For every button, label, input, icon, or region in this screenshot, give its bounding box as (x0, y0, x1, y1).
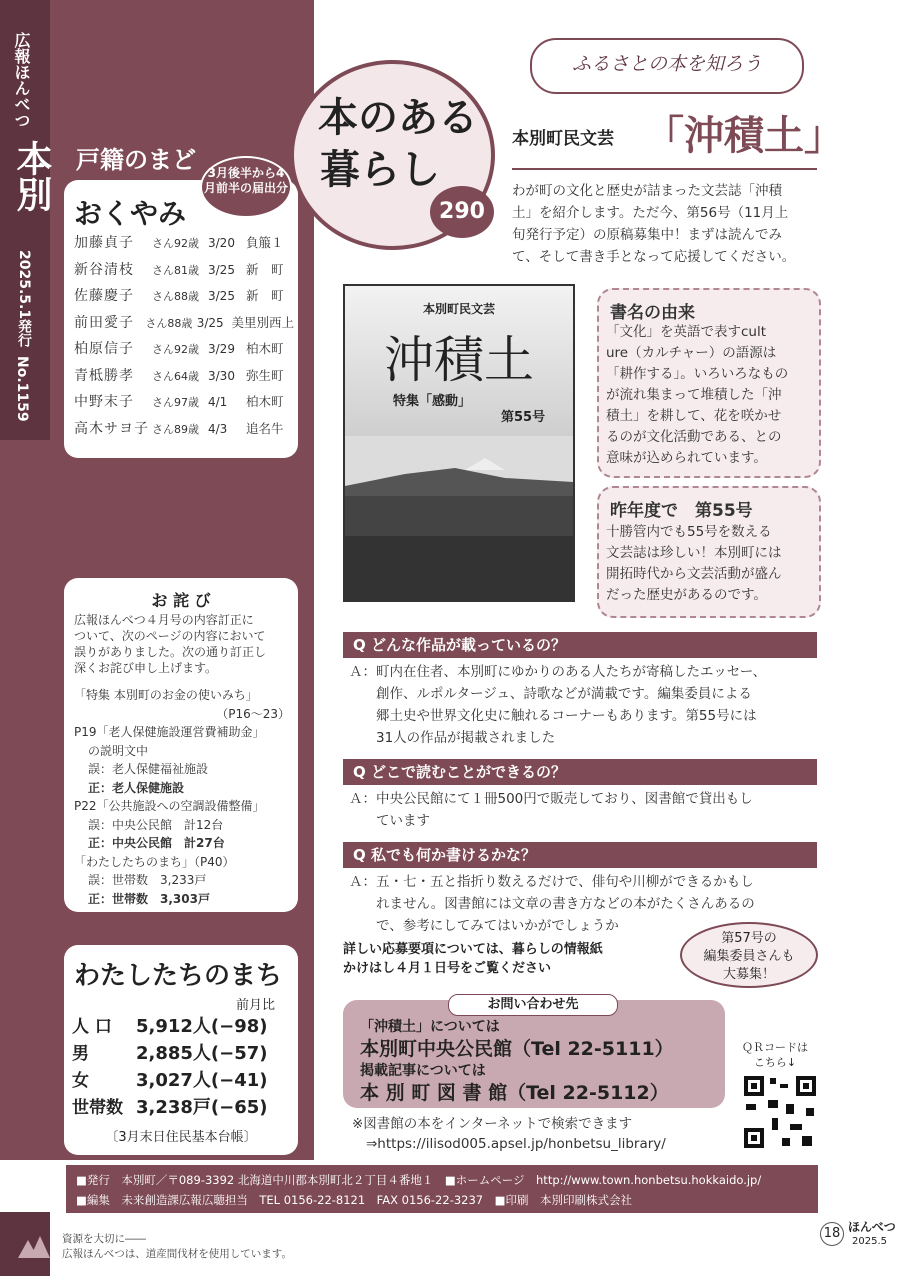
town-row (72, 1066, 292, 1093)
qa-answer-line: で、参考にしてみてはいかがでしょうか (349, 918, 619, 934)
town-row (72, 1093, 292, 1120)
bubble2-text (606, 522, 812, 606)
recycle-note (62, 1232, 292, 1262)
bottom-date: 2025.5 (852, 1236, 887, 1247)
recycle-logo-icon (14, 1228, 54, 1264)
heading-big: 「沖積土」 (644, 113, 844, 159)
town-row (72, 1039, 292, 1066)
qa-answer-line: Ａ：中央公民館にて１冊500円で販売しており、図書館で貸出もし (349, 791, 753, 807)
contact-title: お問い合わせ先 (448, 994, 618, 1016)
okuyami-row (74, 232, 294, 259)
okuyami-date: 4/3 (208, 421, 228, 436)
qa-answer-line: ています (349, 813, 430, 829)
koseki-title: 戸籍のまど (76, 146, 196, 174)
okuyami-row (74, 391, 294, 418)
okuyami-age: さん92歳 (152, 343, 199, 356)
logo-text: 本別 (11, 140, 52, 212)
town-note: 〔3月末日住民基本台帳〕 (105, 1130, 257, 1145)
town-row-label: 男 (72, 1044, 89, 1064)
okuyami-date: 4/1 (208, 395, 228, 409)
bubble1-title: 書名の由来 (610, 303, 695, 323)
okuyami-row (74, 259, 294, 286)
qa-section (343, 632, 817, 947)
okuyami-name: 佐藤慶子 (74, 288, 134, 304)
okuyami-age: さん92歳 (152, 237, 199, 250)
apology-line: 誤：老人保健福祉施設 (88, 762, 209, 776)
apology-title: お 詫 び (151, 591, 211, 610)
banner: ふるさとの本を知ろう (530, 38, 804, 94)
okuyami-area: 新 町 (246, 288, 284, 303)
okuyami-age: さん88歳 (152, 290, 199, 303)
apology-intro (74, 612, 294, 676)
okuyami-age: さん97歳 (152, 396, 199, 409)
okuyami-name: 柏原信子 (74, 341, 134, 357)
okuyami-date: 3/30 (208, 368, 235, 383)
heading-underline (512, 168, 817, 170)
qr-label-line2: こちら↓ (753, 1056, 797, 1069)
qr-label-line1: ＱＲコードは (742, 1041, 808, 1054)
town-row-value: 3,027人(−41) (136, 1070, 268, 1091)
town-row-value: 3,238戸(−65) (136, 1097, 268, 1118)
apology-intro-line: 広報ほんべつ４月号の内容訂正に (74, 613, 254, 627)
okuyami-name: 前田愛子 (74, 314, 134, 331)
heading-small: 本別町民文芸 (512, 129, 614, 149)
okuyami-name: 中野末子 (74, 394, 134, 410)
bubble2-line: 文芸誌は珍しい！本別町には (606, 545, 782, 561)
apology-line: P22「公共施設への空調設備整備」 (74, 799, 265, 813)
okuyami-row (74, 312, 294, 339)
footer (66, 1165, 818, 1213)
period-badge: 3月後半から4月前半の届出分 (200, 156, 292, 218)
qa-question: Q 私でも何か書けるかな？ (343, 842, 817, 868)
okuyami-area: 追名牛 (246, 420, 284, 436)
apology-line: 正：中央公民館 計27台 (88, 836, 225, 850)
qa-answer-line: Ａ：町内在住者、本別町にゆかりのある人たちが寄稿したエッセー、 (349, 664, 767, 680)
qa-answer (343, 658, 817, 749)
info-text (343, 940, 603, 978)
footer-line1: ■発行 本別町／〒089-3392 北海道中川郡本別町北２丁目４番地１ ■ホームページ http://www.town.honbetsu.hokkaido.jp/ (76, 1173, 762, 1187)
column-title-line2: 暮らし (320, 147, 440, 193)
apology-line: P19「老人保健施設運営費補助金」 (74, 725, 265, 739)
bubble2-line: 十勝管内でも55号を数える (606, 524, 772, 540)
recruit-line3: 大募集！ (722, 967, 775, 982)
apology-intro-line: ついて、次のページの内容において (74, 629, 266, 643)
qa-answer-line: 創作、ルポルタージュ、詩歌などが満載です。編集委員による (349, 686, 752, 702)
qa-answer-line: れません。図書館には文章の書き方などの本がたくさんあるの (349, 896, 755, 912)
okuyami-date: 3/25 (208, 262, 235, 277)
okuyami-title: おくやみ (74, 197, 187, 230)
town-row-value: 2,885人(−57) (136, 1043, 268, 1064)
town-row-label: 人 口 (72, 1017, 112, 1037)
okuyami-name: 青柢勝孝 (74, 367, 134, 384)
library-url-link[interactable]: ⇒https://ilisod005.apsel.jp/honbetsu_library/ (366, 1136, 666, 1152)
lead-line: 土」を紹介します。ただ今、第56号（11月上 (512, 205, 789, 221)
publication-name: 広報ほんべつ (12, 32, 31, 128)
apology-line: 「わたしたちのまち」（P40） (74, 854, 235, 869)
info-line2: かけはし４月１日号をご覧ください (343, 961, 552, 976)
apology-line: 「特集 本別町のお金の使いみち」 (74, 688, 258, 702)
okuyami-date: 3/20 (208, 236, 235, 250)
okuyami-age: さん88歳 (145, 316, 193, 330)
apology-intro-line: 誤りがありました。次の通り訂正し (74, 645, 267, 659)
apology-line: の説明文中 (88, 743, 149, 758)
bubble1-line: が流れ集まって堆積した「沖 (606, 387, 782, 403)
apology-line: 正：老人保健施設 (88, 780, 185, 795)
qa-item (343, 759, 817, 832)
town-row-value: 5,912人(−98) (136, 1016, 268, 1037)
qa-answer-line: 31人の作品が掲載されました (349, 730, 556, 746)
okuyami-area: 新 町 (246, 261, 284, 277)
bubble2-line: だった歴史があるのです。 (606, 587, 767, 603)
qa-question: Q どこで読むことができるの？ (343, 759, 817, 785)
contact-l3: 掲載記事については (360, 1063, 486, 1079)
apology-line: 誤：中央公民館 計12台 (88, 817, 224, 832)
recruit-bubble (680, 922, 818, 988)
okuyami-area: 柏木町 (246, 394, 284, 409)
qa-question: Q どんな作品が載っているの？ (343, 632, 817, 658)
okuyami-name: 新谷清枝 (74, 261, 134, 278)
okuyami-row (74, 418, 294, 445)
okuyami-area: 美里別西上 (231, 314, 295, 330)
page-number: 18 (820, 1222, 844, 1246)
lead-line: 旬発行予定）の原稿募集中！まずは読んでみ (512, 227, 782, 243)
town-row-label: 世帯数 (72, 1098, 123, 1118)
bubble1-line: 意味が込められています。 (606, 450, 767, 466)
recruit-line2: 編集委員さんも (703, 949, 795, 964)
apology-line: （P16～23） (216, 706, 290, 721)
town-title: わたしたちのまち (74, 961, 283, 991)
search-note (352, 1114, 666, 1154)
qr-code[interactable] (742, 1074, 818, 1150)
okuyami-age: さん64歳 (152, 369, 199, 383)
bubble1-line: 「耕作する」。いろいろなもの (606, 366, 789, 382)
cover-title: 沖積土 (384, 331, 534, 389)
cover-issue: 第55号 (501, 410, 546, 425)
okuyami-date: 3/25 (208, 289, 235, 303)
qa-answer-line: 郷土史や世界文化史に触れるコーナーもあります。第55号には (349, 708, 757, 724)
okuyami-area: 弥生町 (246, 367, 284, 383)
prev-month-label: 前月比 (236, 998, 276, 1013)
town-rows (72, 1012, 292, 1120)
apology-intro-line: 深くお詫び申し上げます。 (74, 661, 218, 675)
okuyami-age: さん81歳 (152, 263, 199, 277)
okuyami-row (74, 365, 294, 392)
okuyami-area: 負箙１ (246, 235, 284, 250)
okuyami-list (74, 232, 294, 444)
okuyami-row (74, 338, 294, 365)
qa-answer-line: Ａ：五・七・五と指折り数えるだけで、俳句や川柳ができるかもし (349, 874, 754, 890)
town-row-label: 女 (72, 1071, 89, 1091)
recycle-line2: 広報ほんべつは、道産間伐材を使用しています。 (62, 1248, 292, 1260)
okuyami-date: 3/25 (196, 315, 224, 330)
bubble1-text (606, 322, 812, 469)
contact-l4: 本 別 町 図 書 館（Tel 22-5112） (360, 1082, 669, 1104)
qr-label (742, 1040, 808, 1070)
okuyami-date: 3/29 (208, 342, 235, 356)
lead-line: わが町の文化と歴史が詰まった文芸誌「沖積 (512, 183, 782, 199)
bubble1-line: るのが文化活動である、との (606, 429, 782, 445)
issue-date: 2025.5.1発行 (16, 250, 32, 348)
okuyami-area: 柏木町 (246, 341, 284, 356)
issue-number: No.1159 (14, 356, 30, 422)
apology-line: 正：世帯数 3,303戸 (88, 891, 210, 906)
recruit-line1: 第57号の (721, 931, 777, 946)
column-number: 290 (430, 186, 494, 238)
bubble1-line: ure（カルチャー）の語源は (606, 345, 777, 361)
town-row (72, 1012, 292, 1039)
bubble2-line: 開拓時代から文芸活動が盛ん (606, 566, 782, 582)
bubble2-title: 昨年度で 第55号 (610, 501, 753, 521)
recycle-line1: 資源を大切に―― (62, 1233, 146, 1245)
lead-line: て、そして書き手となって応援してください。 (512, 249, 796, 265)
info-line1: 詳しい応募要項については、暮らしの情報紙 (343, 942, 603, 957)
okuyami-age: さん89歳 (152, 422, 199, 436)
cover-landscape (345, 456, 573, 602)
contact-l2: 本別町中央公民館（Tel 22-5111） (360, 1038, 674, 1060)
okuyami-row (74, 285, 294, 312)
cover-feature: 特集「感動」 (393, 394, 472, 409)
qa-answer (343, 785, 817, 832)
okuyami-name: 加藤貞子 (74, 235, 134, 251)
footer-line2: ■編集 未来創造課広報広聴担当 TEL 0156-22-8121 FAX 0156-22-3237 ■印刷 本別印刷株式会社 (76, 1193, 632, 1207)
qa-item (343, 632, 817, 749)
apology-lines (74, 686, 294, 908)
brand-text: ほんべつ (848, 1220, 896, 1234)
bubble1-line: 積土」を耕して、花を咲かせ (606, 408, 782, 424)
lead-text (512, 180, 795, 268)
bubble1-line: 「文化」を英語で表すcult (606, 324, 767, 340)
book-cover (343, 284, 575, 602)
cover-header: 本別町民文芸 (422, 302, 495, 316)
search-note-line1: ※図書館の本をインターネットで検索できます (352, 1116, 633, 1132)
okuyami-name: 高木サヨ子 (74, 420, 149, 437)
column-title-line1: 本のある (318, 95, 478, 141)
contact-l1: 「沖積土」については (360, 1019, 500, 1035)
apology-line: 誤：世帯数 3,233戸 (88, 873, 207, 887)
